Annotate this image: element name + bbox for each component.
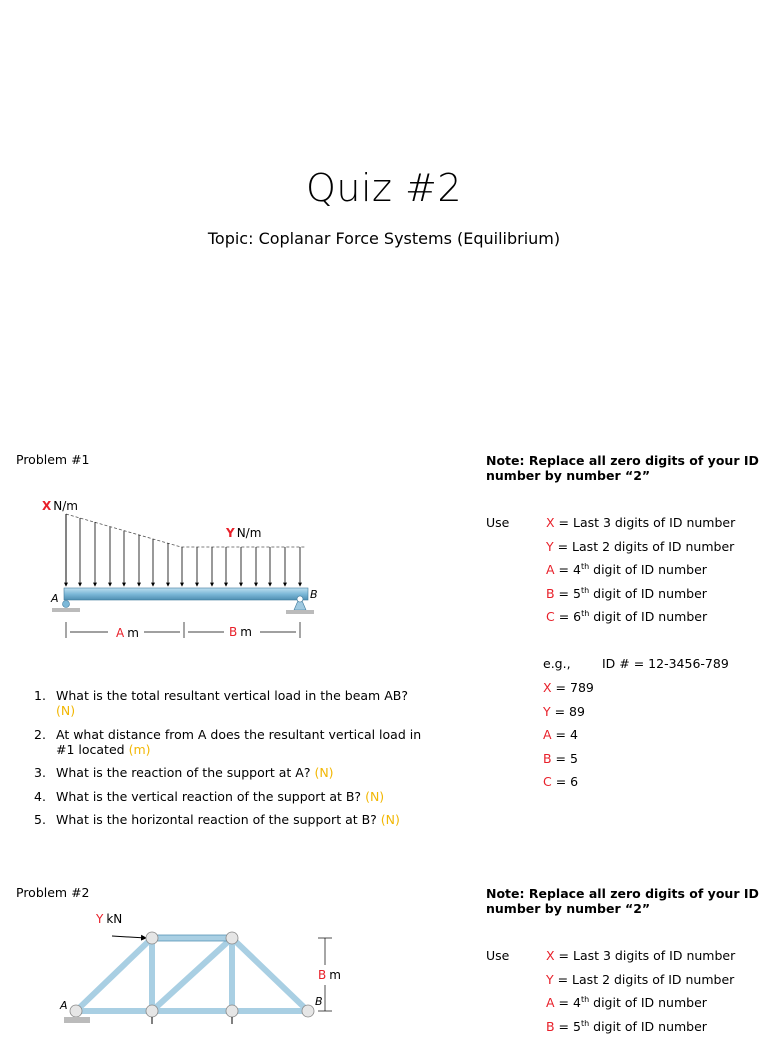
problem1-beam-figure: [36, 492, 336, 652]
page-subtitle: Topic: Coplanar Force Systems (Equilibrium): [0, 229, 768, 248]
x-load-label: X N/m: [42, 499, 78, 513]
definition-b: B = 5th digit of ID number: [546, 586, 735, 610]
truss-point-a-label: A: [59, 999, 68, 1012]
definition2-y: Y = Last 2 digits of ID number: [546, 972, 735, 996]
example-x: X = 789: [543, 680, 594, 704]
load-profile-line: [66, 514, 306, 547]
definition-y: Y = Last 2 digits of ID number: [546, 539, 735, 563]
note-1: Note: Replace all zero digits of your ID number by number “2”: [486, 453, 759, 483]
use-label-1: Use: [486, 515, 509, 530]
definitions-2: [546, 948, 735, 1042]
example-b: B = 5: [543, 751, 594, 775]
distributed-load-arrows: [66, 514, 300, 586]
definition2-a: A = 4th digit of ID number: [546, 995, 735, 1019]
problem2-truss-figure: [50, 905, 360, 1024]
example-y: Y = 89: [543, 704, 594, 728]
question-3: 3. What is the reaction of the support at A? (N): [30, 765, 430, 780]
question-5: 5. What is the horizontal reaction of the support at B? (N): [30, 812, 430, 827]
definition2-x: X = Last 3 digits of ID number: [546, 948, 735, 972]
point-a-label: A: [50, 592, 59, 605]
example-id: ID # = 12-3456-789: [602, 656, 729, 671]
definition-c: C = 6th digit of ID number: [546, 609, 735, 633]
dimension-b-label: B m: [229, 625, 252, 639]
definition2-b: B = 5th digit of ID number: [546, 1019, 735, 1042]
dimension-lines: [66, 622, 300, 638]
question-2: 2. At what distance from A does the resultant vertical load in #1 located (m): [30, 727, 430, 757]
truss-point-b-label: B: [315, 995, 323, 1008]
example-values: [543, 680, 594, 798]
problem1-label: Problem #1: [16, 452, 90, 467]
truss-members: [76, 938, 308, 1011]
truss-load-arrow: [112, 936, 146, 938]
beam-ab: [64, 588, 308, 600]
truss-height-label: B m: [318, 968, 341, 982]
note-2: Note: Replace all zero digits of your ID number by number “2”: [486, 886, 759, 916]
page-title: Quiz #2: [0, 166, 768, 210]
definition-a: A = 4th digit of ID number: [546, 562, 735, 586]
problem1-questions: [30, 688, 430, 836]
problem2-label: Problem #2: [16, 885, 90, 900]
use-label-2: Use: [486, 948, 509, 963]
example-a: A = 4: [543, 727, 594, 751]
example-label: e.g.,: [543, 656, 571, 671]
truss-load-label: Y kN: [95, 912, 122, 926]
question-1: 1. What is the total resultant vertical load in the beam AB? (N): [30, 688, 430, 718]
y-load-label: Y N/m: [225, 526, 261, 540]
point-b-label: B: [310, 588, 318, 601]
dimension-a-label: A m: [116, 626, 139, 640]
definition-x: X = Last 3 digits of ID number: [546, 515, 735, 539]
definitions-1: [546, 515, 735, 633]
truss-vertical-loads: [152, 1017, 232, 1024]
example-c: C = 6: [543, 774, 594, 798]
question-4: 4. What is the vertical reaction of the support at B? (N): [30, 789, 430, 804]
truss-support-a: [64, 1017, 90, 1023]
